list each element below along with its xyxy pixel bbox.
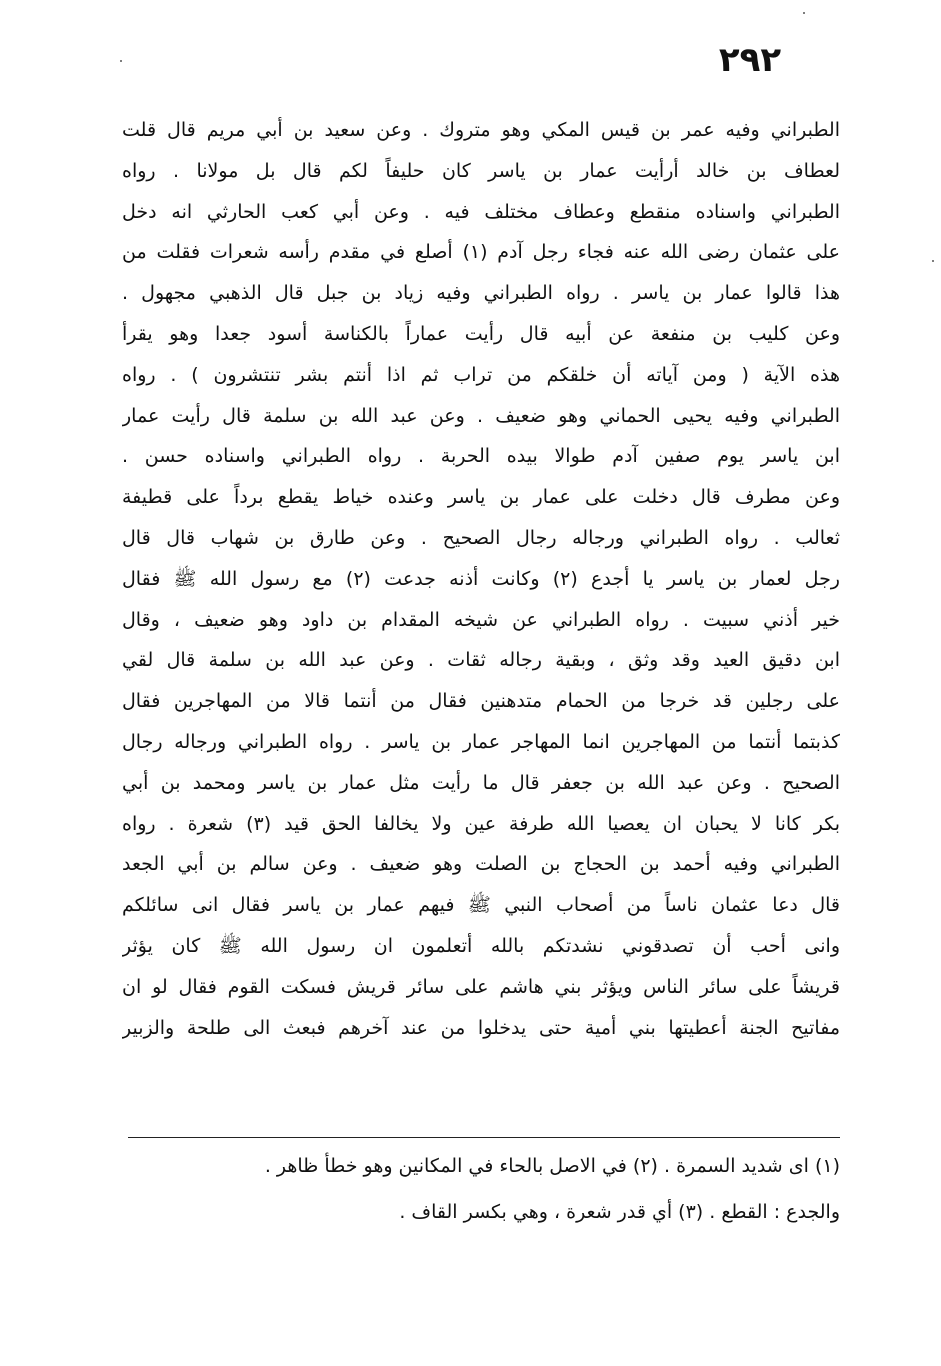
footnote-line: والجدع : القطع . (٣) أي قدر شعرة ، وهي بكسر القاف . — [399, 1201, 840, 1223]
scan-speck — [803, 12, 805, 14]
text-line: رجل لعمار بن ياسر يا أجدع (٢) وكانت أذنه جدعت (٢) مع رسول الله ﷺ فقال — [122, 567, 840, 590]
text-line: على رجلين قد خرجا من الحمام متدهنين فقال من أنتما قالا من المهاجرين فقال — [122, 690, 840, 713]
text-line: الطبراني وفيه أحمد بن الحجاج بن الصلت وهو ضعيف . وعن سالم بن أبي الجعد — [122, 853, 840, 876]
text-line: ابن ياسر يوم صفين آدم طوالا بيده الحربة . رواه الطبراني واسناده حسن . — [122, 445, 840, 468]
text-line: ثعالب . رواه الطبراني ورجاله رجال الصحيح . وعن طارق بن شهاب قال قال — [122, 526, 840, 549]
text-line: لعطاف بن خالد أرأيت عمار بن ياسر كان حليفاً لكم قال بل مولانا . رواه — [122, 159, 840, 182]
footnotes — [260, 1143, 840, 1235]
text-line: كذبتما أنتما من المهاجرين انما المهاجر عمار بن ياسر . رواه الطبراني ورجاله رجال — [122, 730, 840, 753]
scan-speck — [932, 260, 934, 262]
footnote-line: (١) اى شديد السمرة . (٢) في الاصل بالحاء في المكانين وهو خطأ ظاهر . — [264, 1155, 840, 1177]
text-line: هذه الآية ( ومن آياته أن خلقكم من تراب ثم اذا أنتم بشر تنتشرون ) . رواه — [122, 363, 840, 386]
text-line: الطبراني وفيه يحيى الحماني وهو ضعيف . وعن عبد الله بن سلمة قال رأيت عمار — [122, 404, 840, 427]
scan-speck — [120, 60, 122, 62]
text-line: وانى أحب أن تصدقوني نشدتكم بالله أتعلمون ان رسول الله ﷺ كان يؤثر — [122, 934, 840, 957]
text-line: وعن مطرف قال دخلت على عمار بن ياسر وعنده خياط يقطع برداً على قطيفة — [122, 486, 840, 509]
footnote-divider — [128, 1137, 840, 1138]
text-line: بكر كانا لا يحبان ان يعصيا الله طرفة عين ولا يخالفا الحق قيد (٣) شعرة . رواه — [122, 812, 840, 835]
text-line: وعن كليب بن منفعة عن أبيه قال رأيت عماراً بالكناسة أسود جعدا وهو يقرأ — [122, 322, 840, 345]
text-line: الطبراني وفيه عمر بن قيس المكي وهو متروك . وعن سعيد بن أبي مريم قال قلت — [122, 119, 840, 141]
body-text — [122, 110, 840, 1048]
text-line: ابن دقيق العيد وقد وثق ، وبقية رجاله ثقات . وعن عبد الله بن سلمة قال لقي — [122, 649, 840, 672]
text-line: على عثمان رضى الله عنه فجاء رجل آدم (١) أصلع في مقدم رأسه شعرات فقلت من — [122, 241, 840, 264]
text-line: قال دعا عثمان ناساً من أصحاب النبي ﷺ فيهم عمار بن ياسر فقال انى سائلكم — [122, 894, 840, 917]
text-line: مفاتيح الجنة أعطيتها بني أمية حتى يدخلوا من عند آخرهم فبعث الى طلحة والزبير — [122, 1016, 840, 1039]
page-number: ٢٩٢ — [718, 40, 782, 80]
text-line: الصحيح . وعن عبد الله بن جعفر قال ما رأيت مثل عمار بن ياسر ومحمد بن أبي — [122, 771, 840, 794]
text-line: الطبراني واسناده منقطع وعطاف مختلف فيه . وعن أبي كعب الحارثي انه دخل — [122, 200, 840, 223]
text-line: هذا قالوا عمار بن ياسر . رواه الطبراني وفيه زياد بن جبل قال الذهبي مجهول . — [122, 282, 840, 305]
text-line: قريشاً على سائر الناس ويؤثر بني هاشم على سائر قريش فسكت القوم فقال لو ان — [122, 975, 840, 998]
text-line: خير أذني سبيت . رواه الطبراني عن شيخه المقدام بن داود وهو ضعيف ، وقال — [122, 608, 840, 631]
